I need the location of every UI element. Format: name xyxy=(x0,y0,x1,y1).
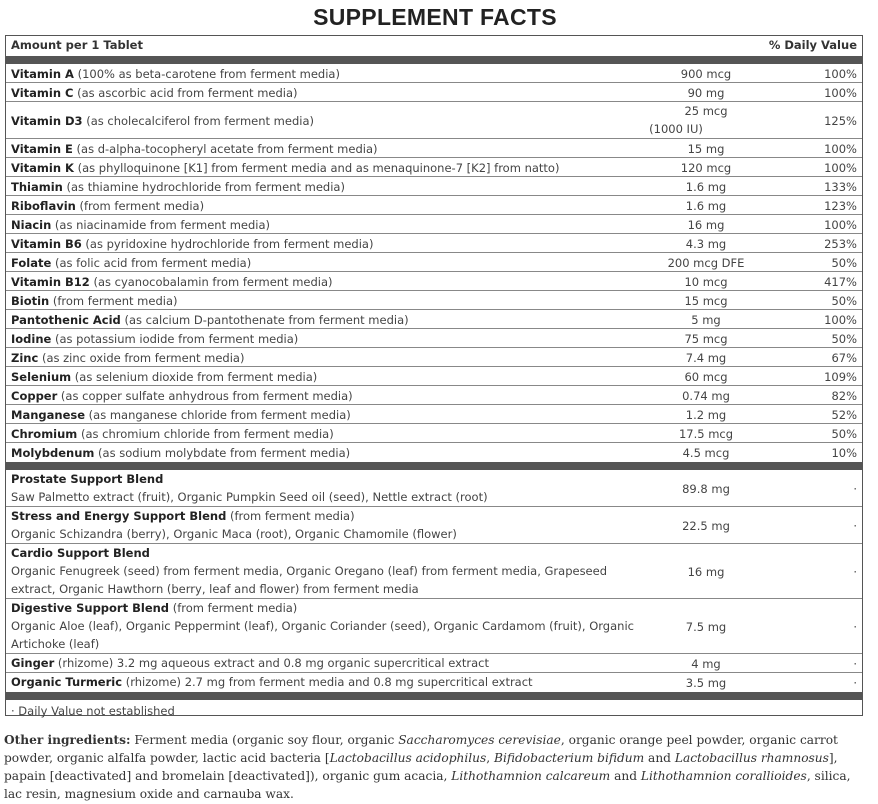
nutrient-source: (as thiamine hydrochloride from ferment media) xyxy=(62,180,345,194)
nutrient-label xyxy=(11,387,353,405)
nutrient-name: Niacin xyxy=(11,218,52,232)
nutrient-name: Pantothenic Acid xyxy=(11,313,121,327)
blend-name: Ginger xyxy=(11,656,55,670)
nutrient-label xyxy=(11,368,317,386)
blend-suffix: (from ferment media) xyxy=(226,509,355,523)
nutrient-source: (as manganese chloride from ferment media) xyxy=(85,408,351,422)
ingredient-species: Lactobacillus acidophilus xyxy=(329,751,487,765)
blend-name: Stress and Energy Support Blend xyxy=(11,509,227,523)
blend-suffix: (rhizome) 2.7 mg from ferment media and 0.8 mg supercritical extract xyxy=(122,675,533,689)
blend-ingredients-cont: Artichoke (leaf) xyxy=(11,637,100,651)
nutrient-label xyxy=(11,425,334,443)
blend-row xyxy=(6,654,862,673)
nutrient-amount: 4.3 mg xyxy=(685,237,727,251)
blend-daily-value: · xyxy=(853,565,857,579)
nutrient-source: (as cyanocobalamin from ferment media) xyxy=(89,275,333,289)
nutrient-daily-value: 50% xyxy=(831,294,857,308)
nutrient-row xyxy=(6,215,862,234)
nutrient-amount: 60 mcg xyxy=(684,370,728,384)
nutrient-name: Vitamin A xyxy=(11,67,74,81)
nutrient-label xyxy=(11,254,251,272)
blend-amount: 7.5 mg xyxy=(685,620,727,634)
blend-ingredients-cont: extract, Organic Hawthorn (berry, leaf and flower) from ferment media xyxy=(11,582,419,596)
ingredient-species: Bifidobacterium bifidum xyxy=(494,751,645,765)
blend-name: Digestive Support Blend xyxy=(11,601,170,615)
nutrient-daily-value: 50% xyxy=(831,427,857,441)
other-ingredients xyxy=(4,731,872,803)
nutrient-row xyxy=(6,177,862,196)
nutrient-row xyxy=(6,64,862,83)
blend-amount: 3.5 mg xyxy=(685,676,727,690)
nutrient-amount: 25 mcg xyxy=(684,104,728,118)
nutrient-source: (as pyridoxine hydrochloride from ferment media) xyxy=(81,237,374,251)
nutrient-row xyxy=(6,139,862,158)
nutrient-row xyxy=(6,102,862,139)
ingredients-text: , silica, lac resin, magnesium oxide and carnauba wax. xyxy=(4,769,851,801)
nutrient-amount: 1.6 mg xyxy=(685,199,727,213)
other-ingredients-label: Other ingredients: xyxy=(4,733,131,747)
nutrient-daily-value: 100% xyxy=(824,161,857,175)
nutrient-source: (as chromium chloride from ferment media) xyxy=(77,427,334,441)
nutrient-amount: 1.6 mg xyxy=(685,180,727,194)
nutrient-daily-value: 100% xyxy=(824,86,857,100)
nutrient-name: Vitamin K xyxy=(11,161,74,175)
ingredient-species: Lithothamnion calcareum xyxy=(451,769,611,783)
blend-ingredients: Organic Aloe (leaf), Organic Peppermint (leaf), Organic Coriander (seed), Organic Cardamom (fruit), Organic xyxy=(11,619,634,633)
nutrient-amount: 16 mg xyxy=(687,218,725,232)
nutrient-row xyxy=(6,424,862,443)
nutrient-row xyxy=(6,367,862,386)
ingredients-text: Ferment media (organic soy flour, organic xyxy=(130,733,399,747)
blend-label xyxy=(11,673,533,691)
nutrient-source: (as selenium dioxide from ferment media) xyxy=(71,370,318,384)
nutrient-daily-value: 50% xyxy=(831,256,857,270)
nutrient-source: (as copper sulfate anhydrous from ferment media) xyxy=(57,389,353,403)
blend-amount: 89.8 mg xyxy=(682,482,730,496)
nutrient-amount: 4.5 mcg xyxy=(682,446,730,460)
nutrient-amount: 15 mcg xyxy=(684,294,728,308)
nutrient-amount: 10 mcg xyxy=(684,275,728,289)
ingredient-species: Saccharomyces cerevisiae xyxy=(398,733,561,747)
nutrient-name: Vitamin B12 xyxy=(11,275,90,289)
nutrient-amount: 900 mcg xyxy=(680,67,732,81)
nutrient-row xyxy=(6,158,862,177)
nutrient-name: Chromium xyxy=(11,427,78,441)
nutrient-daily-value: 123% xyxy=(824,199,857,213)
nutrient-amount: 7.4 mg xyxy=(685,351,727,365)
nutrient-source: (as folic acid from ferment media) xyxy=(51,256,252,270)
blend-ingredients: Organic Fenugreek (seed) from ferment media, Organic Oregano (leaf) from ferment media, Grapeseed xyxy=(11,564,608,578)
nutrient-source: (100% as beta-carotene from ferment media) xyxy=(73,67,340,81)
blend-label xyxy=(11,599,297,617)
nutrient-daily-value: 125% xyxy=(824,114,857,128)
nutrient-name: Biotin xyxy=(11,294,50,308)
nutrient-row xyxy=(6,83,862,102)
nutrient-amount: 15 mg xyxy=(687,142,725,156)
nutrient-name: Vitamin B6 xyxy=(11,237,82,251)
nutrient-name: Vitamin C xyxy=(11,86,74,100)
ingredients-text: , xyxy=(486,751,495,765)
nutrient-daily-value: 52% xyxy=(831,408,857,422)
nutrient-source: (as d-alpha-tocopheryl acetate from ferment media) xyxy=(72,142,378,156)
nutrient-name: Vitamin D3 xyxy=(11,114,83,128)
blend-suffix: (from ferment media) xyxy=(169,601,298,615)
blend-label xyxy=(11,544,150,562)
nutrient-source: (from ferment media) xyxy=(49,294,178,308)
supplement-facts-panel xyxy=(5,35,863,716)
ingredients-text: , organic orange peel powder, organic carrot powder, organic alfalfa powder, lactic acid bacteria [ xyxy=(4,733,838,765)
blend-amount: 16 mg xyxy=(687,565,725,579)
blend-daily-value: · xyxy=(853,657,857,671)
nutrient-amount: 75 mcg xyxy=(684,332,728,346)
ingredients-text: ], papain [deactivated] and bromelain [deactivated]), organic gum acacia, xyxy=(4,751,838,783)
blend-row xyxy=(6,599,862,654)
blend-suffix: (rhizome) 3.2 mg aqueous extract and 0.8 mg organic supercritical extract xyxy=(54,656,490,670)
nutrient-name: Vitamin E xyxy=(11,142,73,156)
nutrient-label xyxy=(11,406,351,424)
nutrient-amount: 0.74 mg xyxy=(682,389,730,403)
blend-row xyxy=(6,544,862,599)
nutrient-label xyxy=(11,349,244,367)
blend-label xyxy=(11,507,355,525)
nutrient-row xyxy=(6,253,862,272)
nutrient-source: (as potassium iodide from ferment media) xyxy=(51,332,299,346)
nutrient-amount: 90 mg xyxy=(687,86,725,100)
nutrient-row xyxy=(6,291,862,310)
nutrient-daily-value: 100% xyxy=(824,313,857,327)
thick-divider xyxy=(6,692,862,700)
nutrient-label xyxy=(11,273,333,291)
nutrient-row xyxy=(6,196,862,215)
page-title: SUPPLEMENT FACTS xyxy=(313,4,557,30)
nutrient-source: (as ascorbic acid from ferment media) xyxy=(73,86,298,100)
ingredients-text: and xyxy=(610,769,641,783)
nutrient-source: (from ferment media) xyxy=(75,199,205,213)
nutrient-row xyxy=(6,329,862,348)
footnote: · Daily Value not established xyxy=(11,704,175,718)
blend-row xyxy=(6,470,862,507)
blend-row xyxy=(6,673,862,692)
nutrient-name: Thiamin xyxy=(11,180,63,194)
blend-ingredients: Saw Palmetto extract (fruit), Organic Pumpkin Seed oil (seed), Nettle extract (root) xyxy=(11,490,488,504)
daily-value-label: % Daily Value xyxy=(768,38,857,52)
nutrient-daily-value: 417% xyxy=(824,275,857,289)
blend-label xyxy=(11,470,163,488)
nutrient-name: Riboflavin xyxy=(11,199,76,213)
nutrient-name: Molybdenum xyxy=(11,446,95,460)
ingredient-species: Lactobacillus rhamnosus xyxy=(674,751,829,765)
nutrient-daily-value: 253% xyxy=(824,237,857,251)
nutrient-label xyxy=(11,112,314,130)
nutrient-label xyxy=(11,292,177,310)
nutrient-amount: 200 mcg DFE xyxy=(667,256,745,270)
blend-daily-value: · xyxy=(853,519,857,533)
blend-row xyxy=(6,507,862,544)
nutrient-source: (as cholecalciferol from ferment media) xyxy=(82,114,314,128)
ingredient-species: Lithothamnion corallioides xyxy=(640,769,807,783)
nutrient-source: (as calcium D-pantothenate from ferment media) xyxy=(120,313,409,327)
blend-label xyxy=(11,654,489,672)
nutrient-source: (as niacinamide from ferment media) xyxy=(51,218,271,232)
nutrient-label xyxy=(11,235,373,253)
nutrient-label xyxy=(11,84,298,102)
nutrient-row xyxy=(6,386,862,405)
nutrient-name: Selenium xyxy=(11,370,72,384)
nutrient-amount-iu: (1000 IU) xyxy=(649,122,703,136)
nutrient-row xyxy=(6,272,862,291)
blend-daily-value: · xyxy=(853,620,857,634)
nutrient-label xyxy=(11,178,345,196)
nutrient-daily-value: 50% xyxy=(831,332,857,346)
amount-per-label: Amount per 1 Tablet xyxy=(11,38,143,52)
nutrient-label xyxy=(11,216,270,234)
nutrient-amount: 120 mcg xyxy=(680,161,732,175)
blend-daily-value: · xyxy=(853,482,857,496)
nutrient-label xyxy=(11,159,559,177)
thick-divider xyxy=(6,462,862,470)
ingredients-text: and xyxy=(644,751,675,765)
nutrient-name: Manganese xyxy=(11,408,86,422)
nutrient-source: (as phylloquinone [K1] from ferment media and as menaquinone-7 [K2] from natto) xyxy=(73,161,560,175)
table-header xyxy=(6,36,862,56)
nutrient-source: (as zinc oxide from ferment media) xyxy=(38,351,245,365)
nutrient-label xyxy=(11,444,350,462)
nutrient-name: Copper xyxy=(11,389,58,403)
nutrient-source: (as sodium molybdate from ferment media) xyxy=(94,446,351,460)
nutrient-amount: 17.5 mcg xyxy=(678,427,734,441)
nutrient-daily-value: 100% xyxy=(824,142,857,156)
nutrient-row xyxy=(6,443,862,462)
nutrient-name: Folate xyxy=(11,256,52,270)
nutrient-row xyxy=(6,348,862,367)
nutrient-row xyxy=(6,405,862,424)
nutrient-label xyxy=(11,311,409,329)
nutrient-name: Iodine xyxy=(11,332,52,346)
nutrient-label xyxy=(11,140,378,158)
nutrient-name: Zinc xyxy=(11,351,39,365)
blend-amount: 22.5 mg xyxy=(682,519,730,533)
nutrient-daily-value: 133% xyxy=(824,180,857,194)
nutrient-daily-value: 67% xyxy=(831,351,857,365)
nutrient-daily-value: 82% xyxy=(831,389,857,403)
blend-ingredients: Organic Schizandra (berry), Organic Maca (root), Organic Chamomile (flower) xyxy=(11,527,457,541)
nutrient-daily-value: 10% xyxy=(831,446,857,460)
blend-name: Cardio Support Blend xyxy=(11,546,150,560)
blend-daily-value: · xyxy=(853,676,857,690)
nutrient-row xyxy=(6,234,862,253)
blend-name: Organic Turmeric xyxy=(11,675,123,689)
blend-name: Prostate Support Blend xyxy=(11,472,164,486)
nutrient-amount: 5 mg xyxy=(691,313,721,327)
nutrient-label xyxy=(11,330,298,348)
blend-amount: 4 mg xyxy=(691,657,721,671)
thick-divider xyxy=(6,56,862,64)
nutrient-daily-value: 100% xyxy=(824,218,857,232)
nutrient-label xyxy=(11,65,340,83)
nutrient-label xyxy=(11,197,204,215)
nutrient-daily-value: 109% xyxy=(824,370,857,384)
nutrient-daily-value: 100% xyxy=(824,67,857,81)
nutrient-row xyxy=(6,310,862,329)
nutrient-amount: 1.2 mg xyxy=(685,408,727,422)
